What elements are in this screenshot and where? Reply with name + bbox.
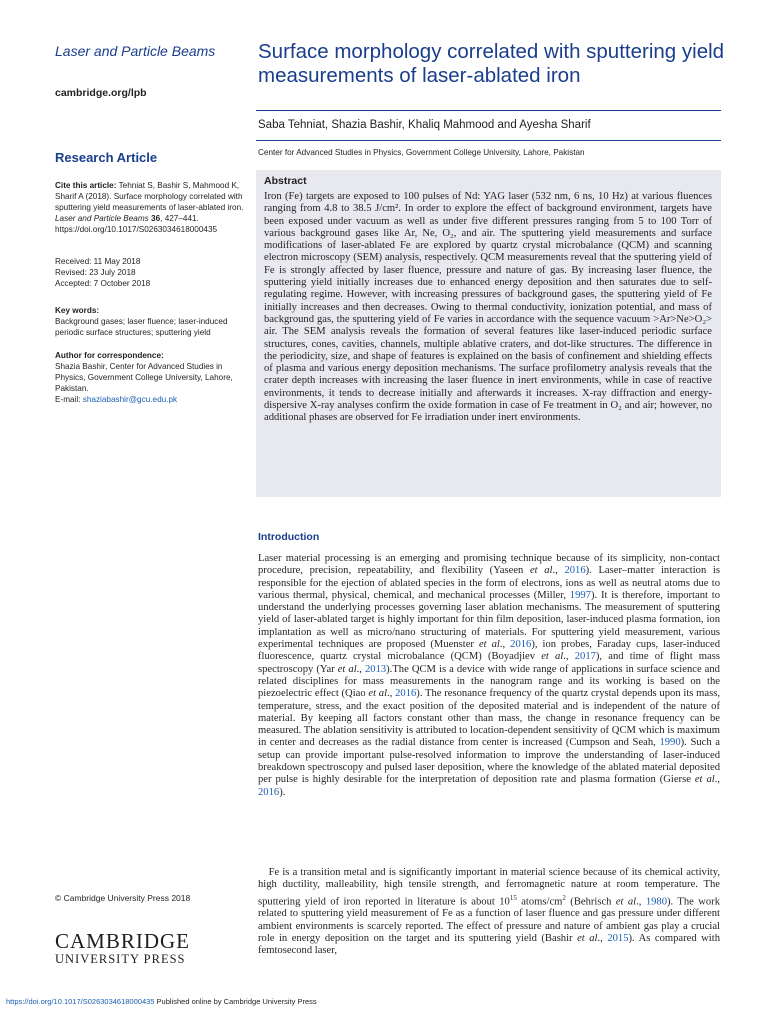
italic-text: et al [694, 774, 715, 786]
title-rule [256, 110, 721, 111]
logo-line1: CAMBRIDGE [55, 929, 191, 953]
email-label: E-mail: [55, 395, 81, 404]
abstract-body: Iron (Fe) targets are exposed to 100 pulses of Nd: YAG laser (532 nm, 6 ns, 10 Hz) at various fluences ranging from 4.8 to 38.5 J/cm². In order to explore the effect of background environment, targets have been exposed under vacuum as well as under five different pressures ranging from 5 to 100 Torr of various background gases like Ar, Ne, O₂, and air. The sputtering yield measurements and surface modifications of laser-ablated Fe are explored by quartz crystal microbalance (QCM) and scanning electron microscopy (SEM) analysis, respectively. QCM measurements reveal that the sputtering yield of Fe is strongly affected by laser fluence, pressure and nature of gas. By increasing laser fluence, the sputtering yield initially increases due to enhanced energy deposition and then saturates due to self-regulating regime. However, with increasing pressures of background gases, the sputtering yield of Fe initially increases and then decreases. Owing to thermal conductivity, ionization potential, and mass of background gas, the sputtering yield of Fe varies in accordance with the sequence vacuum >Ar>Ne>O₂> air. The SEM analysis reveals the formation of several features like laser-induced periodic surface structures, cones, cavities, channels, multiple ablative craters, and dot-like structures. The difference in the periodicity, size, and shape of features is explained on the basis of confinement and shielding effects of plasma and various energy deposition mechanisms. The surface profilometry analysis reveals that the crater depth increases with increasing the laser fluence in inert environments, while in case of reactive environments, it tends to decrease initially and afterwards it increases. X-ray diffraction and energy-dispersive X-ray analyses confirm the oxide formation in case of Fe treatment in O₂ and air; however, no additional phases are observed for Fe irradiation under inert environments. [264, 191, 712, 424]
cite-volume: 36 [151, 214, 161, 223]
correspondence: Shazia Bashir, Center for Advanced Studies in Physics, Government College University, Lahore, Pakistan. [55, 362, 233, 393]
text-run: ). As compared with femtosecond laser, [258, 933, 720, 957]
citation-year-link[interactable]: 2016 [395, 688, 417, 700]
text-run: ., [552, 565, 565, 577]
text-run: ., [387, 688, 396, 700]
email-link[interactable]: shaziabashir@gcu.edu.pk [82, 395, 178, 404]
superscript: 15 [509, 893, 517, 902]
text-run: Fe is a transition metal and is significantly important in material science because of its chemical activity, high ductility, malleability, high tensile strength, and ferromagnetic nature at room temperature. The sputtering yield of iron reported in literature is about 10 [258, 867, 720, 908]
journal-url[interactable]: cambridge.org/lpb [55, 87, 147, 99]
citation-year-link[interactable]: 2013 [364, 663, 387, 675]
authors: Saba Tehniat, Shazia Bashir, Khaliq Mahmood and Ayesha Sharif [258, 119, 591, 131]
text-run: ., [563, 651, 575, 663]
text-run: (Behrisch [565, 896, 616, 908]
cite-block [55, 180, 245, 235]
citation-year-link[interactable]: 1980 [645, 896, 667, 908]
text-run: ). Such a setup can provide important pulse-resolved information to improve the understanding of laser-induced breakdown spectroscopy and pulsed laser deposition, where the knowledge of the ablated material deposited per pulse is highly desirable for the interpretation of deposition rate and plasma formation (Gierse [258, 737, 720, 786]
citation-year-link[interactable]: 2017 [574, 651, 596, 663]
cite-label: Cite this article: [55, 181, 117, 190]
authors-rule [256, 140, 721, 141]
text-run: ). It is therefore, important to understand the underlying processes governing laser ablation mechanisms. The measurement of sputtering yield of laser-ablated target is highly important for thin film deposition, laser-induced plasma formation, ion implantation as well as micro/nano structuring of materials. For sputtering yield measurement, various experimental techniques are proposed (Muenster [258, 589, 720, 651]
text-run: ), and time of flight mass spectroscopy (Yar [258, 651, 720, 675]
affiliation: Center for Advanced Studies in Physics, Government College University, Lahore, Pakistan [258, 148, 585, 157]
text-run: ). Laser–matter interaction is responsible for the ejection of ablated species in the form of electrons, ions as well as neutral atoms due to various thermal, physical, chemical, and mechanical processes (Miller, [258, 565, 720, 601]
keywords-block [55, 305, 245, 338]
text-run: ., [714, 774, 720, 786]
text-run: ). The resonance frequency of the quartz crystal depends upon its mass, temperature, stress, and the exact position of the deposited material and is independent of the nature of material. By keeping all factors constant other than mass, the change in resonance frequency can be measured. The ablation sensitivity is attributed to location-dependent sensitivity of QCM which is maximum in center and decreases as the radial distance from center is increased (Cumpson and Seah, [258, 688, 720, 749]
footer-doi-link[interactable]: https://doi.org/10.1017/S0263034618000435 [6, 997, 155, 1006]
copyright: © Cambridge University Press 2018 [55, 893, 191, 903]
italic-text: et al [615, 896, 637, 908]
intro-paragraph-1 [258, 553, 720, 799]
citation-year-link[interactable]: 2015 [607, 933, 629, 945]
italic-text: et al [577, 933, 598, 945]
italic-text: et al [529, 565, 553, 577]
intro-paragraph-2 [258, 867, 720, 958]
text-run: ., [356, 663, 365, 675]
citation-year-link[interactable]: 2016 [564, 565, 586, 577]
text-run: Laser material processing is an emerging and promising technique because of its simplicity, non-contact procedure, precision, repeatability, and flexibility (Yaseen [258, 553, 720, 577]
italic-text: et al [478, 639, 500, 651]
cite-text: Tehniat S, Bashir S, Mahmood K, Sharif A (2018). Surface morphology correlated with sputtering yield measurements of laser-ablated iron. [55, 181, 244, 212]
introduction-heading: Introduction [258, 531, 320, 543]
received-date: Received: 11 May 2018 [55, 257, 141, 266]
footer [6, 997, 317, 1006]
cite-pages-doi[interactable]: , 427–441. https://doi.org/10.1017/S0263034618000435 [55, 214, 218, 234]
journal-name: Laser and Particle Beams [55, 43, 216, 59]
text-run: ), ion probes, Faraday cups, laser-induced fluorescence, quartz crystal microbalance (QCM) (Boyadjiev [258, 639, 720, 663]
article-title: Surface morphology correlated with sputtering yield measurements of laser-ablated iron [258, 40, 725, 87]
text-run: ., [636, 896, 646, 908]
correspondence-block [55, 350, 245, 405]
cite-journal: Laser and Particle Beams [55, 214, 149, 223]
correspondence-label: Author for correspondence: [55, 351, 164, 360]
revised-date: Revised: 23 July 2018 [55, 268, 136, 277]
article-type: Research Article [55, 150, 158, 165]
citation-year-link[interactable]: 2016 [258, 786, 280, 798]
text-run: ., [597, 933, 608, 945]
citation-year-link[interactable]: 1997 [569, 589, 591, 601]
dates-block [55, 256, 245, 289]
logo-line2: UNIVERSITY PRESS [55, 952, 186, 966]
text-run: ). [279, 786, 286, 798]
cambridge-logo [55, 930, 190, 966]
italic-text: et al [541, 651, 564, 663]
citation-year-link[interactable]: 2016 [510, 639, 532, 651]
text-run: ). The work related to sputtering yield measurement of Fe as a function of laser fluence and gas pressure under different ambient environments is scarcely reported. The effect of pressure and nature of ambient gas play a crucial role in energy deposition on the target and its sputtering yield (Bashir [258, 896, 720, 945]
superscript: 2 [562, 893, 566, 902]
keywords-label: Key words: [55, 306, 100, 315]
footer-text: Published online by Cambridge University Press [154, 997, 317, 1006]
keywords: Background gases; laser fluence; laser-induced periodic surface structures; sputtering yield [55, 317, 228, 337]
accepted-date: Accepted: 7 October 2018 [55, 279, 151, 288]
text-run: atoms/cm [516, 896, 563, 908]
italic-text: et al [368, 688, 388, 700]
text-run: ).The QCM is a device with wide range of applications in surface science and related disciplines for mass measurements in the nanogram range and its working is based on the piezoelectric effect (Qiao [258, 663, 720, 700]
citation-year-link[interactable]: 1990 [659, 737, 681, 749]
abstract-heading: Abstract [264, 175, 307, 187]
text-run: ., [499, 639, 511, 651]
italic-text: et al [337, 663, 357, 675]
